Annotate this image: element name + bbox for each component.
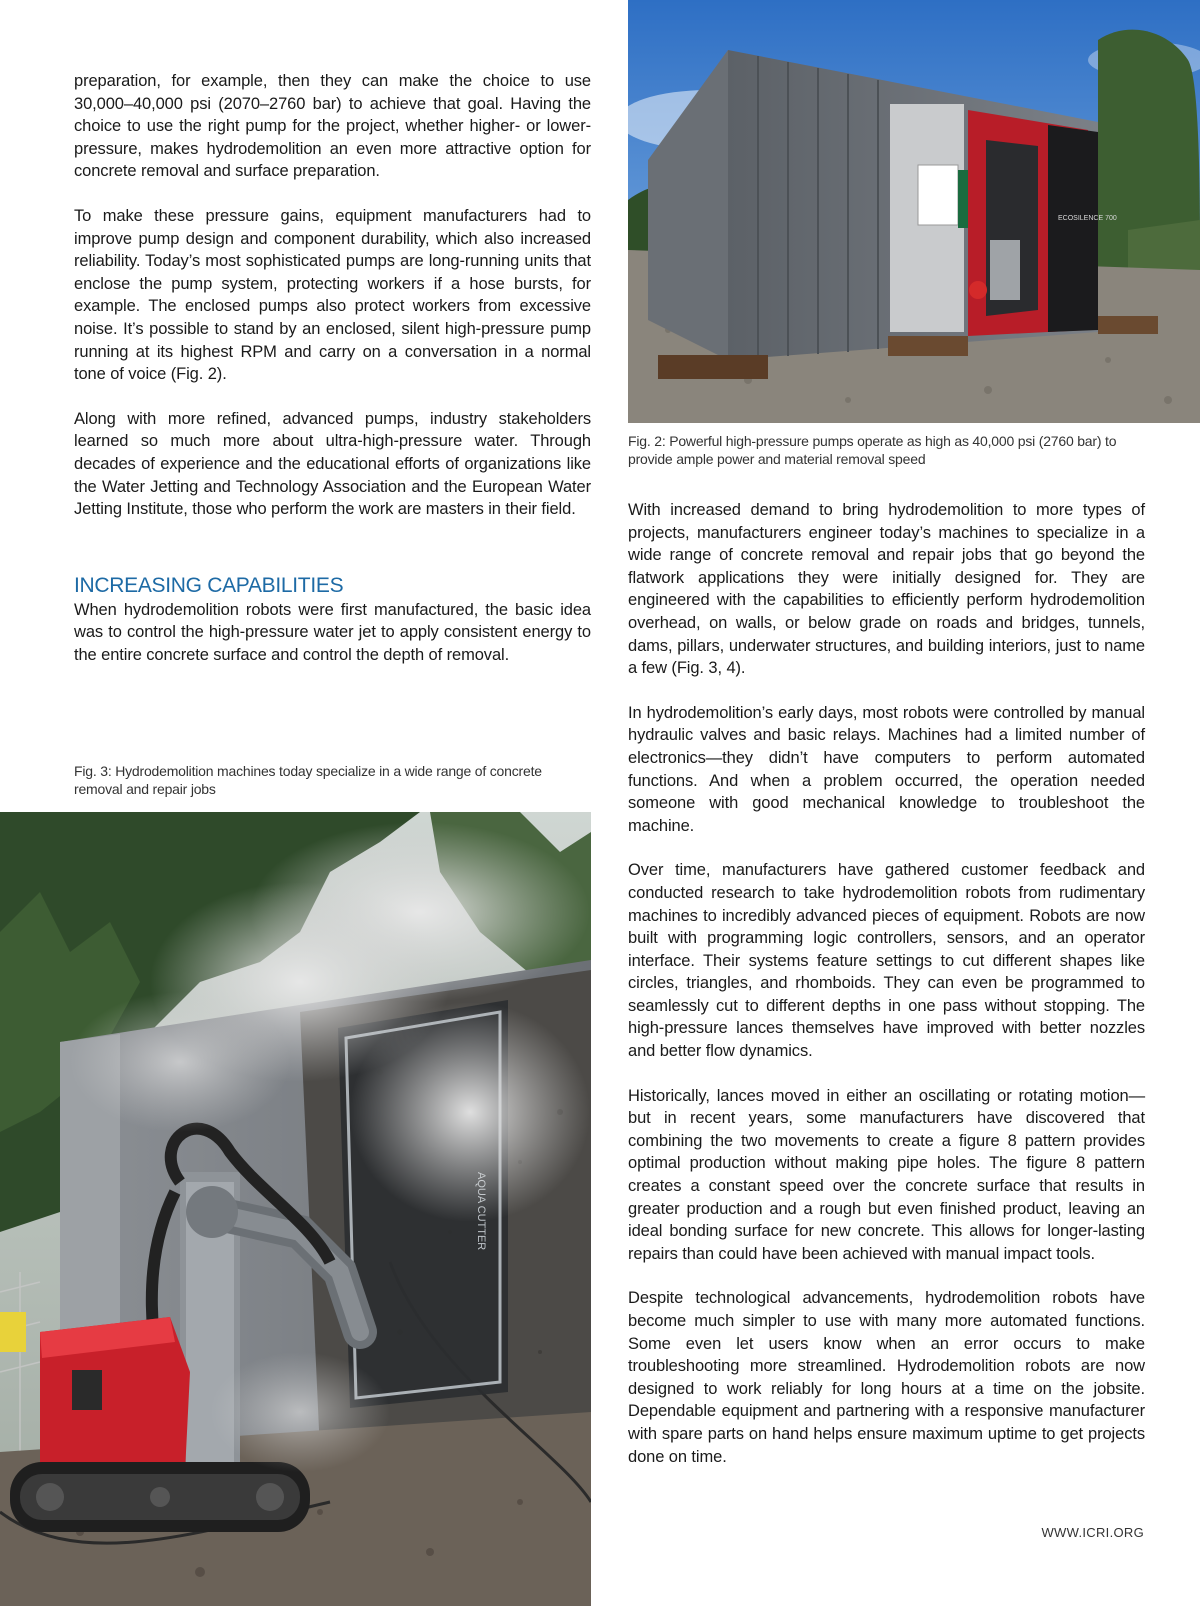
footer-website-link[interactable]: WWW.ICRI.ORG (1041, 1525, 1144, 1540)
figure2-caption: Fig. 2: Powerful high-pressure pumps operate as high as 40,000 psi (2760 bar) to provide ample power and material removal speed (628, 433, 1117, 467)
figure2-photo (628, 0, 1200, 423)
panel-brand-text: ECOSILENCE 700 (1058, 215, 1117, 222)
right-paragraph-2: In hydrodemolition’s early days, most robots were controlled by manual hydraulic valves and basic relays. Machines had a limited number of electronics—they didn’t have computers to perform automated functions. And when a problem occurred, the operation needed someone with good mechanical knowledge to troubleshoot the machine. (628, 703, 1145, 835)
left-paragraph-1: preparation, for example, then they can make the choice to use 30,000–40,000 psi (2070–2760 bar) to achieve that goal. Having the choice to use the right pump for the project, whether higher- or lower-pressure, makes hydrodemolition an even more attractive option for concrete removal and surface preparation. (74, 72, 591, 181)
right-paragraph-4: Historically, lances moved in either an oscillating or rotating motion—but in recent years, some manufacturers have discovered that combining the two movements to create a figure 8 pattern provides optimal production without making pipe holes. The figure 8 pattern creates a constant speed over the concrete surface that results in greater production and a rough but even finished product, leaving an ideal bonding surface for new concrete. This allows for longer-lasting repairs than could have been achieved with manual impact tools. (628, 1086, 1145, 1263)
left-paragraph-3: Along with more refined, advanced pumps, industry stakeholders learned so much more about ultra-high-pressure water. Through decades of experience and the educational efforts of organizations like the Water Jetting and Technology Association and the European Water Jetting Institute, those who perform the work are masters in their field. (74, 409, 591, 519)
right-column (628, 499, 1145, 1490)
right-paragraph-3: Over time, manufacturers have gathered customer feedback and conducted research to take hydrodemolition robots from rudimentary machines to incredibly advanced pieces of equipment. Robots are now built with programming logic controllers, sensors, and an operator interface. Their systems feature settings to cut different shapes like circles, triangles, and rhomboids. They can even be programmed to seamlessly cut to different depths in one pass without stopping. The high-pressure lances themselves have improved with better nozzles and better flow dynamics. (628, 861, 1145, 1061)
section-paragraph: When hydrodemolition robots were first manufactured, the basic idea was to control the high-pressure water jet to apply consistent energy to the entire concrete surface and control the depth of removal. (74, 600, 591, 664)
left-paragraph-2: To make these pressure gains, equipment manufacturers had to improve pump design and component durability, which also increased reliability. Today’s most sophisticated pumps are long-running units that enclose the pump system, protecting workers if a hose bursts, for example. The enclosed pumps also protect workers from excessive noise. It’s possible to stand by an enclosed, silent high-pressure pump running at its highest RPM and carry on a conversation in a normal tone of voice (Fig. 2). (74, 206, 591, 384)
figure3-photo (0, 812, 591, 1606)
right-paragraph-1: With increased demand to bring hydrodemolition to more types of projects, manufacturers engineer today’s machines to specialize in a wide range of concrete removal and repair jobs that go beyond the flatwork applications they were initially designed for. They are engineered with the capabilities to efficiently perform hydrodemolition overhead, on walls, or below grade on roads and bridges, tunnels, dams, pillars, underwater structures, and building interiors, just to name a few (Fig. 3, 4). (628, 501, 1145, 678)
figure3-caption: Fig. 3: Hydrodemolition machines today specialize in a wide range of concrete removal and repair jobs (74, 763, 542, 797)
section-heading: INCREASING CAPABILITIES (74, 573, 344, 597)
right-paragraph-5: Despite technological advancements, hydrodemolition robots have become much simpler to use with many more automated functions. Some even let users know when an error occurs to make troubleshooting more streamlined. Hydrodemolition robots are now designed to work reliably for long hours at a time on the jobsite. Dependable equipment and partnering with a responsive manufacturer with spare parts on hand helps ensure maximum uptime to get projects done on time. (628, 1289, 1145, 1466)
left-column (74, 70, 591, 688)
